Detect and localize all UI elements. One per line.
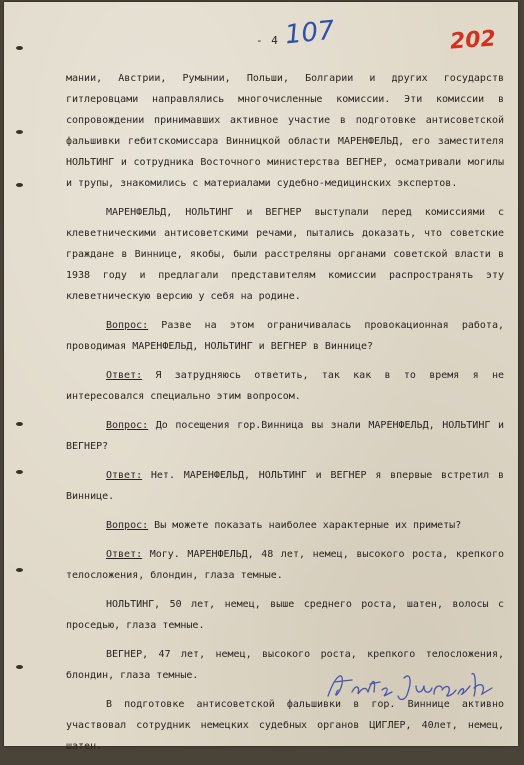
typed-page-marker: - 4 - <box>256 34 295 47</box>
document-page <box>4 2 518 752</box>
binder-hole <box>16 568 23 572</box>
question <box>66 315 504 357</box>
answer <box>66 365 504 407</box>
answer-text: Нет. МАРЕНФЕЛЬД, НОЛЬТИНГ и ВЕГНЕР я впервые встретил в Виннице. <box>66 470 504 502</box>
answer-text: Могу. МАРЕНФЕЛЬД, 48 лет, немец, высокого роста, крепкого телосложения, блондин, глаза темные. <box>66 549 504 581</box>
question-label: Вопрос: <box>106 520 149 531</box>
answer-label: Ответ: <box>106 370 143 381</box>
answer-label: Ответ: <box>106 549 143 560</box>
binder-hole <box>16 46 23 50</box>
handwritten-signature <box>322 666 502 706</box>
binder-hole <box>16 183 23 187</box>
question <box>66 415 504 457</box>
paragraph <box>66 202 504 307</box>
stamp-page-number: 202 <box>449 26 497 55</box>
paragraph-text: НОЛЬТИНГ, 50 лет, немец, выше среднего роста, шатен, волосы с проседью, глаза темные. <box>66 599 504 631</box>
paragraph-text: МАРЕНФЕЛЬД, НОЛЬТИНГ и ВЕГНЕР выступали перед комиссиями с клеветническими антисоветскими речами, пытались доказать, что советские граждане в Виннице, якобы, были расстреляны органами советской власти в 1938 году и предлагали представителям комиссии распространять эту клеветническую версию у себя на родине. <box>66 207 504 302</box>
ink-page-number: 107 <box>283 15 337 51</box>
answer <box>66 465 504 507</box>
binder-hole <box>16 130 23 134</box>
answer-label: Ответ: <box>106 470 143 481</box>
paragraph <box>66 68 504 194</box>
question <box>66 515 504 536</box>
document-body <box>66 68 504 765</box>
paragraph <box>66 594 504 636</box>
question-text: Разве на этом ограничивалась провокационная работа, проводимая МАРЕНФЕЛЬД, НОЛЬТИНГ и ВЕГНЕР в Виннице? <box>66 320 504 352</box>
binder-hole <box>16 422 23 426</box>
answer <box>66 544 504 586</box>
paragraph-text: ВЕГНЕР, 47 лет, немец, высокого роста, крепкого телосложения, блондин, глаза темные. <box>66 649 504 681</box>
paragraph-text: мании, Австрии, Румынии, Польши, Болгарии и других государств гитлеровцами направлялись многочисленные комиссии. Эти комиссии в сопровождении принимавших активное участие в подготовке антисоветской фальшивки гебитскомиссара Винницкой области МАРЕНФЕЛЬД, его заместителя НОЛЬТИНГ и сотрудника Восточного министерства ВЕГНЕР, осматривали могилы и трупы, знакомились с материалами судебно-медицинских экспертов. <box>66 73 504 189</box>
question-text: До посещения гор.Винница вы знали МАРЕНФЕЛЬД, НОЛЬТИНГ и ВЕГНЕР? <box>66 420 504 452</box>
binder-hole <box>16 665 23 669</box>
question-text: Вы можете показать наиболее характерные их приметы? <box>148 520 462 531</box>
paragraph-text: В подготовке антисоветской фальшивки в гор. Виннице активно участвовал сотрудник немецких судебных органов ЦИГЛЕР, 40лет, немец, шатен. <box>66 699 504 752</box>
question-label: Вопрос: <box>106 420 149 431</box>
binder-hole <box>16 470 23 474</box>
answer-text: Я затрудняюсь ответить, так как в то время я не интересовался специально этим вопросом. <box>66 370 504 402</box>
question-label: Вопрос: <box>106 320 149 331</box>
